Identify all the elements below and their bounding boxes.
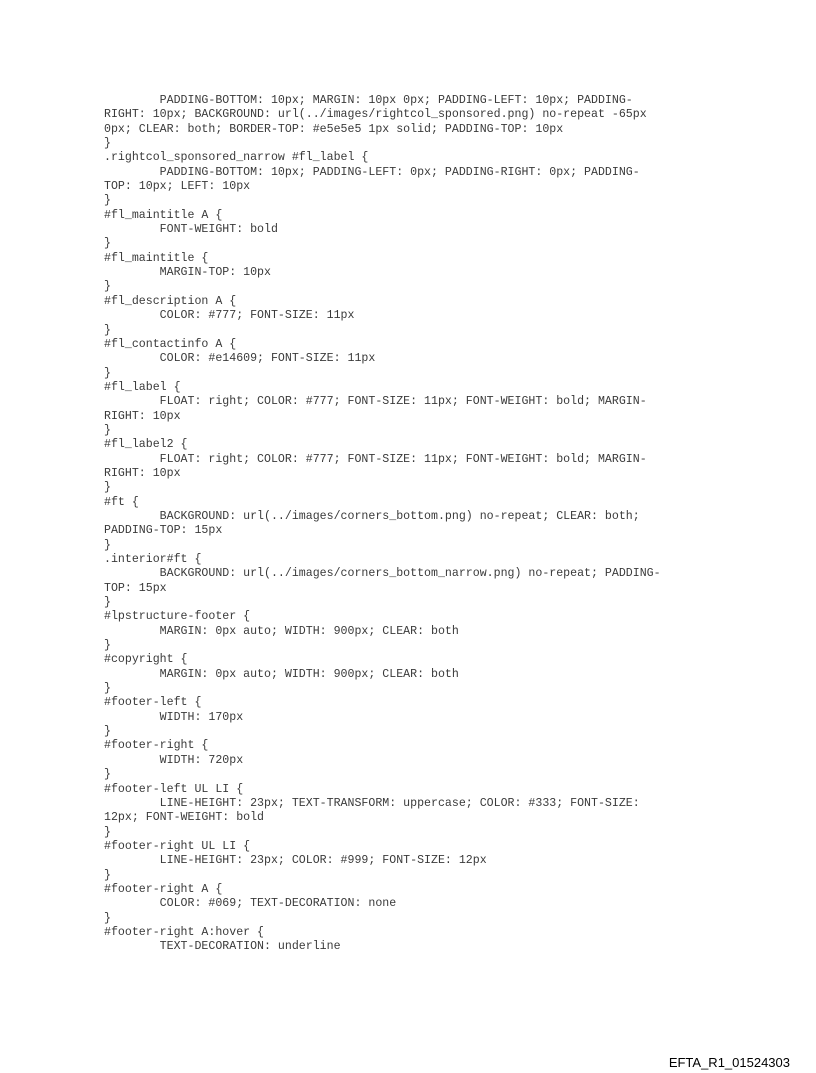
code-line: } xyxy=(104,366,111,380)
code-line: #footer-left UL LI { xyxy=(104,782,244,796)
document-id-stamp: EFTA_R1_01524303 xyxy=(668,1055,790,1070)
code-line: COLOR: #e14609; FONT-SIZE: 11px xyxy=(104,352,376,366)
code-line: } xyxy=(104,481,111,495)
code-line: } xyxy=(104,768,111,782)
code-line: PADDING-TOP: 15px xyxy=(104,524,223,538)
code-line: } xyxy=(104,639,111,653)
code-line: } xyxy=(104,423,111,437)
code-line: .rightcol_sponsored_narrow #fl_label { xyxy=(104,151,369,165)
code-line: FONT-WEIGHT: bold xyxy=(104,223,278,237)
code-line: #footer-right { xyxy=(104,739,209,753)
code-line: FLOAT: right; COLOR: #777; FONT-SIZE: 11px; FONT-WEIGHT: bold; MARGIN- xyxy=(104,395,647,409)
code-line: .interior#ft { xyxy=(104,553,202,566)
code-line: #fl_maintitle { xyxy=(104,251,209,265)
code-line: #footer-right A:hover { xyxy=(104,925,265,939)
code-line: #ft { xyxy=(104,495,139,509)
code-line: #fl_maintitle A { xyxy=(104,208,223,222)
code-line: PADDING-BOTTOM: 10px; MARGIN: 10px 0px; PADDING-LEFT: 10px; PADDING- xyxy=(104,94,633,107)
code-line: } xyxy=(104,868,111,882)
code-line: WIDTH: 720px xyxy=(104,753,244,767)
code-line: LINE-HEIGHT: 23px; COLOR: #999; FONT-SIZE: 12px xyxy=(104,854,487,868)
code-line: MARGIN: 0px auto; WIDTH: 900px; CLEAR: both xyxy=(104,667,459,681)
code-line: } xyxy=(104,280,111,294)
code-line: } xyxy=(104,725,111,739)
code-line: MARGIN: 0px auto; WIDTH: 900px; CLEAR: both xyxy=(104,624,459,638)
code-line: FLOAT: right; COLOR: #777; FONT-SIZE: 11px; FONT-WEIGHT: bold; MARGIN- xyxy=(104,452,647,466)
code-line: } xyxy=(104,682,111,696)
code-line: MARGIN-TOP: 10px xyxy=(104,266,271,280)
code-line: #fl_label { xyxy=(104,380,181,394)
code-line: #fl_label2 { xyxy=(104,438,188,452)
code-line: #footer-left { xyxy=(104,696,202,710)
code-line: LINE-HEIGHT: 23px; TEXT-TRANSFORM: uppercase; COLOR: #333; FONT-SIZE: xyxy=(104,796,640,810)
code-line: #copyright { xyxy=(104,653,188,667)
code-line: WIDTH: 170px xyxy=(104,710,244,724)
code-line: COLOR: #777; FONT-SIZE: 11px xyxy=(104,309,355,323)
code-line: RIGHT: 10px xyxy=(104,409,181,423)
code-line: #footer-right UL LI { xyxy=(104,839,251,853)
code-line: #fl_contactinfo A { xyxy=(104,337,237,351)
code-line: RIGHT: 10px; BACKGROUND: url(../images/rightcol_sponsored.png) no-repeat -65px xyxy=(104,108,647,122)
code-line: #lpstructure-footer { xyxy=(104,610,251,624)
code-line: #footer-right A { xyxy=(104,882,223,896)
code-line: TEXT-DECORATION: underline xyxy=(104,940,341,954)
code-line: COLOR: #069; TEXT-DECORATION: none xyxy=(104,897,397,911)
code-line: TOP: 10px; LEFT: 10px xyxy=(104,180,251,194)
code-line: } xyxy=(104,237,111,251)
code-line: } xyxy=(104,538,111,552)
code-line: RIGHT: 10px xyxy=(104,466,181,480)
code-line: #fl_description A { xyxy=(104,294,237,308)
code-line: BACKGROUND: url(../images/corners_bottom_narrow.png) no-repeat; PADDING- xyxy=(104,567,661,581)
code-line: } xyxy=(104,194,111,208)
code-line: 0px; CLEAR: both; BORDER-TOP: #e5e5e5 1px solid; PADDING-TOP: 10px xyxy=(104,122,564,136)
code-line: PADDING-BOTTOM: 10px; PADDING-LEFT: 0px; PADDING-RIGHT: 0px; PADDING- xyxy=(104,165,640,179)
code-line: } xyxy=(104,137,111,151)
code-line: 12px; FONT-WEIGHT: bold xyxy=(104,811,265,825)
code-line: } xyxy=(104,911,111,925)
code-line: BACKGROUND: url(../images/corners_bottom.png) no-repeat; CLEAR: both; xyxy=(104,509,640,523)
code-line: TOP: 15px xyxy=(104,581,167,595)
code-line: } xyxy=(104,323,111,337)
code-line: } xyxy=(104,825,111,839)
css-code-listing xyxy=(104,94,714,955)
code-line: } xyxy=(104,596,111,610)
